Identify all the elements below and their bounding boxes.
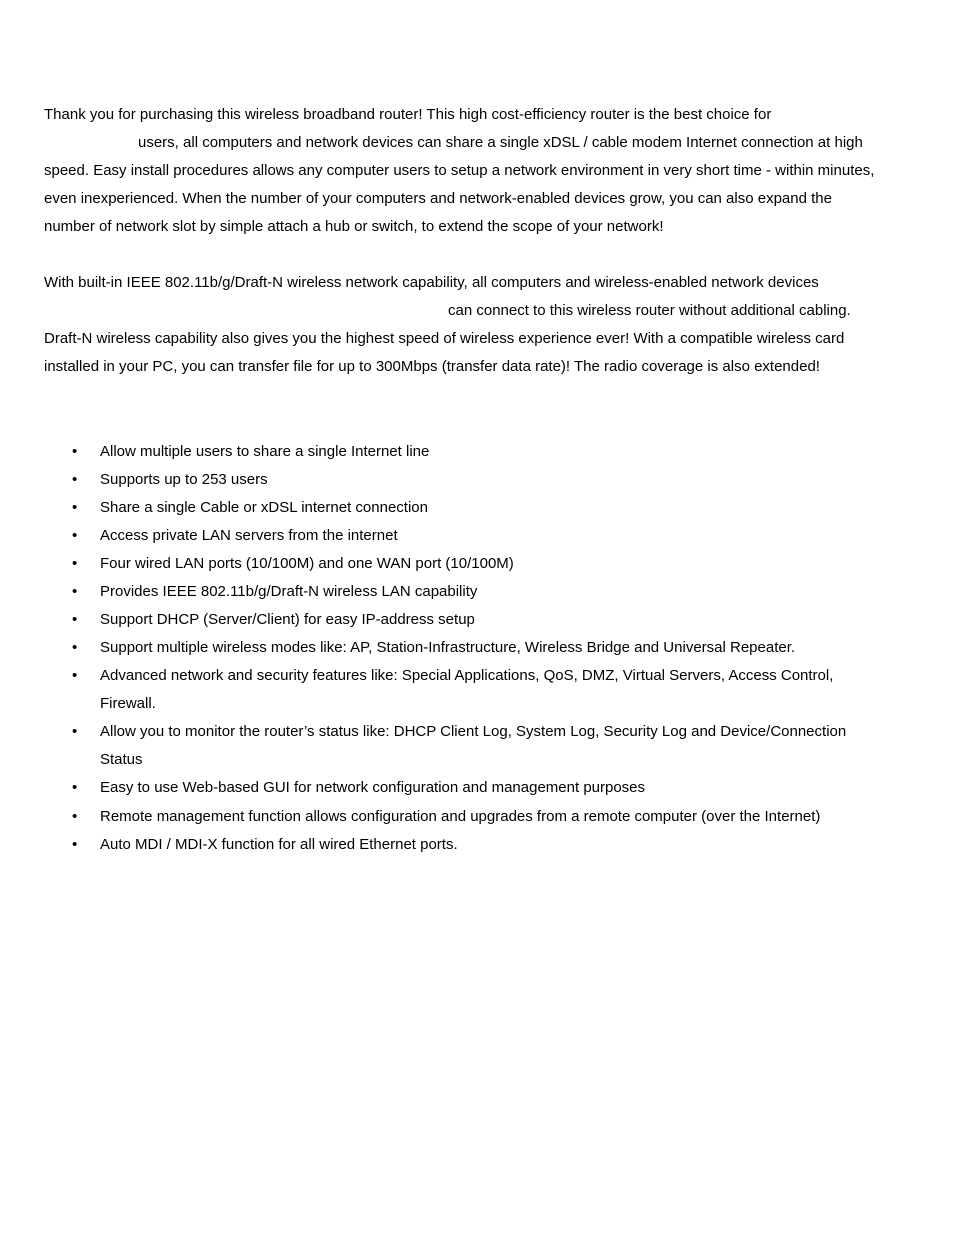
feature-item: Support DHCP (Server/Client) for easy IP-address setup: [100, 611, 475, 628]
bullet-icon: •: [72, 667, 78, 684]
bullet-icon: •: [72, 583, 78, 600]
feature-item: Allow you to monitor the router’s status like: DHCP Client Log, System Log, Security Log and Device/Connection: [100, 723, 847, 740]
feature-item: Support multiple wireless modes like: AP, Station-Infrastructure, Wireless Bridge and Universal Repeater.: [100, 639, 796, 656]
wireless-line-2: can connect to this wireless router without additional cabling.: [448, 302, 851, 319]
wireless-line-1: With built-in IEEE 802.11b/g/Draft-N wireless network capability, all computers and wireless-enabled network devices: [44, 274, 819, 291]
bullet-icon: •: [72, 611, 78, 628]
feature-item-continuation: Firewall.: [100, 695, 156, 712]
feature-item: Access private LAN servers from the internet: [100, 527, 398, 544]
feature-item: Easy to use Web-based GUI for network configuration and management purposes: [100, 779, 646, 796]
bullet-icon: •: [72, 723, 78, 740]
feature-item: Share a single Cable or xDSL internet connection: [100, 499, 428, 516]
intro-line-4: even inexperienced. When the number of your computers and network-enabled devices grow, you can also expand the: [44, 190, 832, 207]
bullet-icon: •: [72, 527, 78, 544]
feature-item: Four wired LAN ports (10/100M) and one WAN port (10/100M): [100, 555, 514, 572]
feature-item: Auto MDI / MDI-X function for all wired Ethernet ports.: [100, 836, 458, 853]
bullet-icon: •: [72, 499, 78, 516]
feature-item-continuation: Status: [100, 751, 143, 768]
bullet-icon: •: [72, 555, 78, 572]
bullet-icon: •: [72, 779, 78, 796]
bullet-icon: •: [72, 836, 78, 853]
feature-item: Supports up to 253 users: [100, 471, 268, 488]
bullet-icon: •: [72, 471, 78, 488]
intro-line-5: number of network slot by simple attach a hub or switch, to extend the scope of your network!: [44, 218, 664, 235]
feature-item: Allow multiple users to share a single Internet line: [100, 443, 430, 460]
feature-item: Provides IEEE 802.11b/g/Draft-N wireless LAN capability: [100, 583, 478, 600]
intro-line-1: Thank you for purchasing this wireless broadband router! This high cost-efficiency router is the best choice for: [44, 106, 772, 123]
bullet-icon: •: [72, 443, 78, 460]
feature-item: Advanced network and security features like: Special Applications, QoS, DMZ, Virtual Servers, Access Control,: [100, 667, 834, 684]
bullet-icon: •: [72, 639, 78, 656]
bullet-icon: •: [72, 808, 78, 825]
wireless-line-3: Draft-N wireless capability also gives you the highest speed of wireless experience ever! With a compatible wireless card: [44, 330, 845, 347]
wireless-line-4: installed in your PC, you can transfer file for up to 300Mbps (transfer data rate)! The radio coverage is also extended!: [44, 358, 820, 375]
intro-line-2: users, all computers and network devices can share a single xDSL / cable modem Internet connection at high: [138, 134, 863, 151]
intro-line-3: speed. Easy install procedures allows any computer users to setup a network environment in very short time - within minutes,: [44, 162, 875, 179]
feature-item: Remote management function allows configuration and upgrades from a remote computer (over the Internet): [100, 808, 821, 825]
